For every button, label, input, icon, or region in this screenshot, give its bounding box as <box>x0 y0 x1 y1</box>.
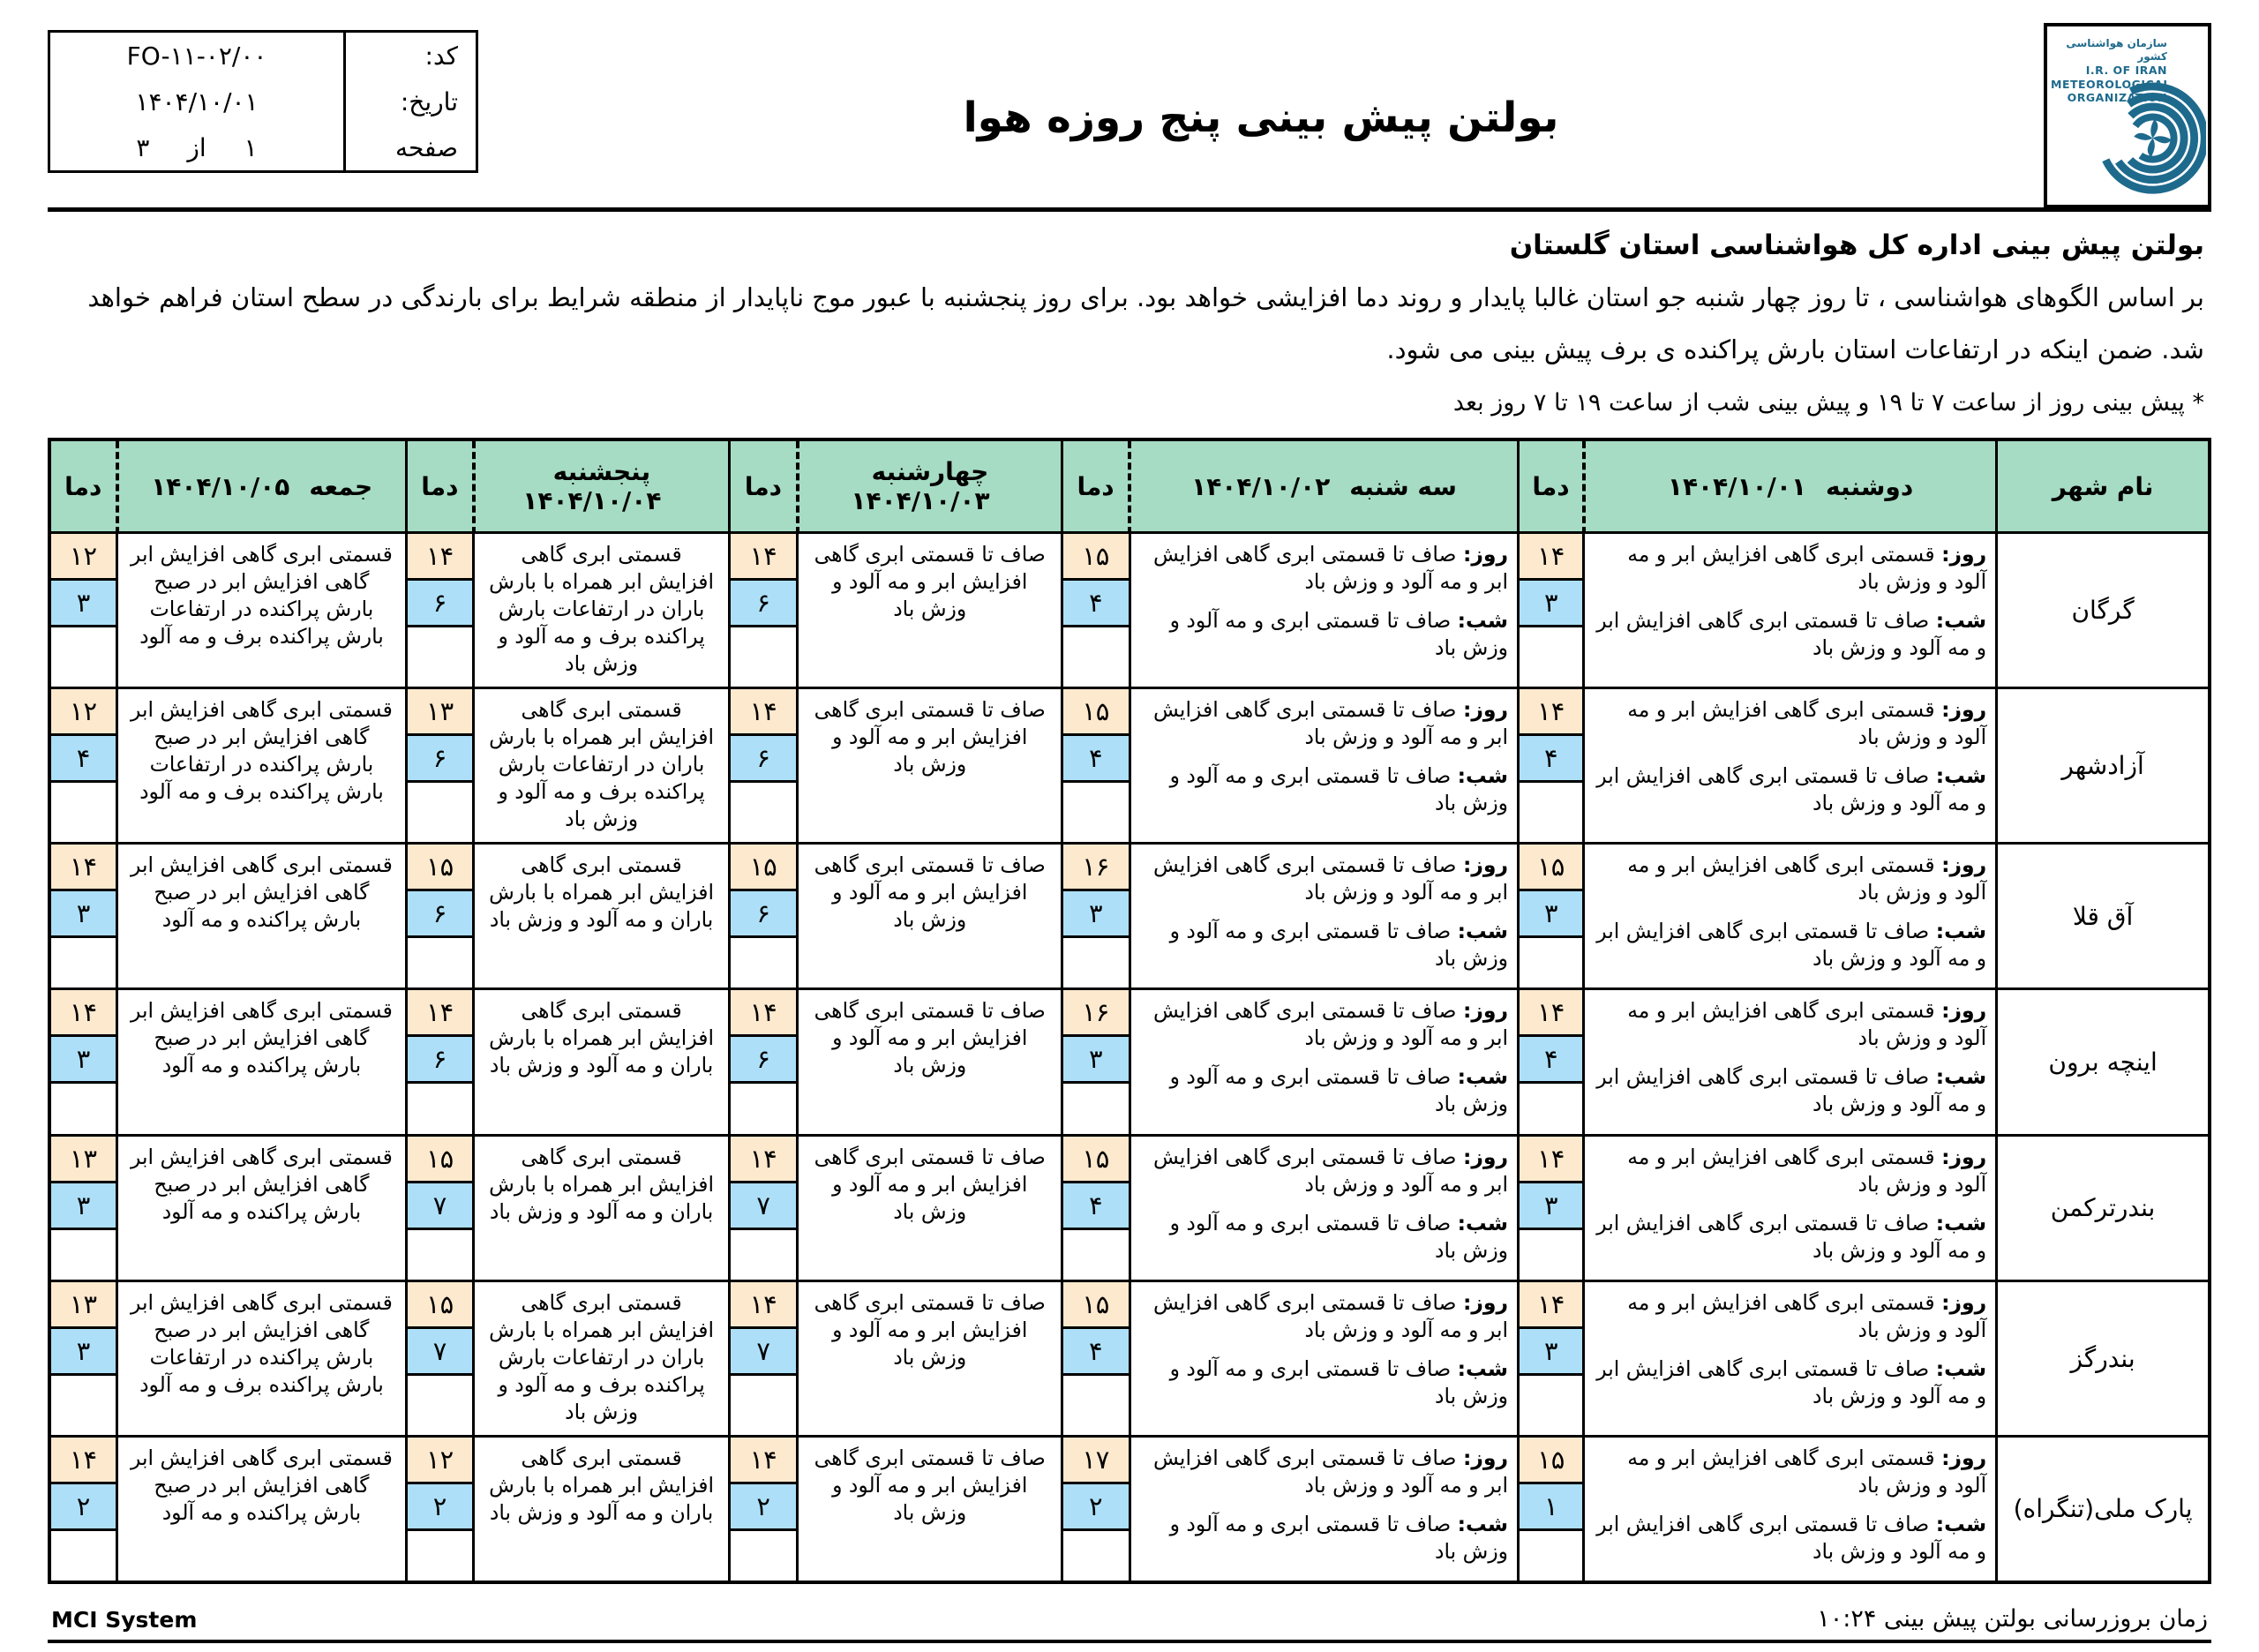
night-forecast: شب: صاف تا قسمتی ابری و مه آلود و وزش باد <box>1169 1210 1509 1263</box>
day-header-friday: جمعه۱۴۰۴/۱۰/۰۵ <box>117 439 407 533</box>
day-temp: ۱۴ <box>731 534 796 581</box>
day-forecast: روز: قسمتی ابری گاهی افزایش ابر و مه آلود و وزش باد <box>1627 998 1987 1051</box>
city-name: گرگان <box>1997 533 2210 688</box>
page-title: بولتن پیش بینی پنج روزه هوا <box>963 94 1559 142</box>
date-label: تاریخ: <box>343 79 476 124</box>
forecast-tbody <box>49 533 2210 1582</box>
day-temp: ۱۴ <box>731 689 796 736</box>
city-name: بندرترکمن <box>1997 1135 2210 1280</box>
doc-info-box <box>48 30 478 173</box>
night-temp: ۷ <box>731 1183 796 1230</box>
day-forecast: روز: صاف تا قسمتی ابری گاهی افزایش ابر و مه آلود و وزش باد <box>1152 998 1509 1051</box>
day-temp: ۱۵ <box>1063 534 1128 581</box>
day-forecast: روز: قسمتی ابری گاهی افزایش ابر و مه آلود و وزش باد <box>1627 1445 1987 1498</box>
forecast-monday-text <box>1584 533 1997 688</box>
day-temp: ۱۴ <box>51 1438 116 1484</box>
day-temp: ۱۲ <box>51 689 116 736</box>
night-temp: ۶ <box>408 736 472 783</box>
forecast-friday-temps <box>49 1135 117 1280</box>
table-row <box>49 844 2210 989</box>
forecast-thursday-temps <box>406 1135 473 1280</box>
night-temp: ۳ <box>51 1037 116 1084</box>
forecast-monday-temps <box>1519 688 1584 844</box>
forecast-tuesday-temps <box>1062 1280 1130 1436</box>
forecast-thursday-text: قسمتی ابری گاهی افزایش ابر همراه با بارش باران و مه آلود و وزش باد <box>474 1436 730 1582</box>
forecast-tuesday-text <box>1130 844 1519 989</box>
forecast-thursday-text: قسمتی ابری گاهی افزایش ابر همراه با بارش باران و مه آلود و وزش باد <box>474 1135 730 1280</box>
day-header-tuesday: سه شنبه۱۴۰۴/۱۰/۰۲ <box>1130 439 1519 533</box>
day-header-monday: دوشنبه۱۴۰۴/۱۰/۰۱ <box>1584 439 1997 533</box>
night-temp: ۳ <box>1063 1037 1128 1084</box>
table-row <box>49 1436 2210 1582</box>
met-org-logo <box>2044 23 2211 208</box>
night-temp: ۳ <box>1520 891 1582 938</box>
forecast-thursday-temps <box>406 844 473 989</box>
forecast-thursday-text: قسمتی ابری گاهی افزایش ابر همراه با بارش باران در ارتفاعات بارش پراکنده برف و مه آلود و وزش باد <box>474 1280 730 1436</box>
night-forecast: شب: صاف تا قسمتی ابری گاهی افزایش ابر و مه آلود و وزش باد <box>1596 608 1987 661</box>
code-label: کد: <box>343 33 476 79</box>
forecast-tuesday-temps <box>1062 989 1130 1135</box>
logo-text <box>2051 37 2171 105</box>
night-temp: ۳ <box>51 1329 116 1376</box>
day-temp: ۱۵ <box>1063 689 1128 736</box>
day-temp: ۱۵ <box>731 845 796 891</box>
forecast-wednesday-text: صاف تا قسمتی ابری گاهی افزایش ابر و مه آلود و وزش باد <box>798 844 1062 989</box>
night-temp: ۴ <box>51 736 116 783</box>
forecast-monday-temps <box>1519 1135 1584 1280</box>
day-temp: ۱۴ <box>1520 1282 1582 1329</box>
forecast-wednesday-text: صاف تا قسمتی ابری گاهی افزایش ابر و مه آلود و وزش باد <box>798 1280 1062 1436</box>
night-forecast: شب: صاف تا قسمتی ابری گاهی افزایش ابر و مه آلود و وزش باد <box>1596 1511 1987 1564</box>
night-temp: ۳ <box>1520 1329 1582 1376</box>
day-forecast: روز: قسمتی ابری گاهی افزایش ابر و مه آلود و وزش باد <box>1627 1144 1987 1197</box>
night-temp: ۲ <box>731 1484 796 1531</box>
temp-header-wednesday: دما <box>729 439 797 533</box>
day-temp: ۱۵ <box>1063 1137 1128 1183</box>
day-temp: ۱۴ <box>1520 990 1582 1037</box>
forecast-thursday-text: قسمتی ابری گاهی افزایش ابر همراه با بارش باران و مه آلود و وزش باد <box>474 989 730 1135</box>
day-temp: ۱۶ <box>1063 845 1128 891</box>
day-forecast: روز: صاف تا قسمتی ابری گاهی افزایش ابر و مه آلود و وزش باد <box>1152 1445 1509 1498</box>
forecast-tuesday-text <box>1130 533 1519 688</box>
night-forecast: شب: صاف تا قسمتی ابری و مه آلود و وزش باد <box>1169 608 1509 661</box>
night-temp: ۳ <box>1520 581 1582 627</box>
day-temp: ۱۵ <box>1520 845 1582 891</box>
forecast-monday-text <box>1584 989 1997 1135</box>
forecast-hours-note: * پیش بینی روز از ساعت ۷ تا ۱۹ و پیش بینی شب از ساعت ۱۹ تا ۷ روز بعد <box>1452 388 2204 417</box>
day-temp: ۱۴ <box>408 990 472 1037</box>
day-temp: ۱۳ <box>408 689 472 736</box>
forecast-friday-temps <box>49 688 117 844</box>
forecast-wednesday-text: صاف تا قسمتی ابری گاهی افزایش ابر و مه آلود و وزش باد <box>798 533 1062 688</box>
system-name: MCI System <box>51 1606 198 1633</box>
day-temp: ۱۴ <box>731 1438 796 1484</box>
forecast-friday-temps <box>49 1280 117 1436</box>
forecast-wednesday-temps <box>729 989 797 1135</box>
night-temp: ۴ <box>1520 736 1582 783</box>
day-forecast: روز: صاف تا قسمتی ابری گاهی افزایش ابر و مه آلود و وزش باد <box>1152 1289 1509 1342</box>
day-temp: ۱۴ <box>408 534 472 581</box>
night-forecast: شب: صاف تا قسمتی ابری و مه آلود و وزش باد <box>1169 1511 1509 1564</box>
day-temp: ۱۷ <box>1063 1438 1128 1484</box>
forecast-tuesday-text <box>1130 1280 1519 1436</box>
day-header-thursday: پنجشنبه۱۴۰۴/۱۰/۰۴ <box>474 439 730 533</box>
day-temp: ۱۴ <box>731 1282 796 1329</box>
night-temp: ۶ <box>731 581 796 627</box>
forecast-tuesday-temps <box>1062 844 1130 989</box>
night-temp: ۲ <box>1063 1484 1128 1531</box>
code-value: FO-۱۱-۰۲/۰۰ <box>126 41 267 71</box>
night-temp: ۴ <box>1520 1037 1582 1084</box>
day-header-wednesday: چهارشنبه۱۴۰۴/۱۰/۰۳ <box>798 439 1062 533</box>
forecast-tuesday-text <box>1130 1436 1519 1582</box>
forecast-friday-temps <box>49 533 117 688</box>
day-temp: ۱۵ <box>408 845 472 891</box>
forecast-monday-temps <box>1519 989 1584 1135</box>
day-temp: ۱۶ <box>1063 990 1128 1037</box>
night-temp: ۶ <box>731 891 796 938</box>
forecast-monday-text <box>1584 1135 1997 1280</box>
forecast-table <box>48 438 2211 1584</box>
night-temp: ۲ <box>51 1484 116 1531</box>
day-forecast: روز: صاف تا قسمتی ابری گاهی افزایش ابر و مه آلود و وزش باد <box>1152 1144 1509 1197</box>
night-temp: ۶ <box>408 1037 472 1084</box>
forecast-wednesday-temps <box>729 1436 797 1582</box>
night-forecast: شب: صاف تا قسمتی ابری و مه آلود و وزش باد <box>1169 919 1509 972</box>
day-temp: ۱۴ <box>731 990 796 1037</box>
night-temp: ۷ <box>408 1183 472 1230</box>
forecast-friday-text: قسمتی ابری گاهی افزایش ابر گاهی افزایش ابر در صبح بارش پراکنده در ارتفاعات بارش پراکنده برف و مه آلود <box>117 1280 407 1436</box>
day-temp: ۱۴ <box>51 845 116 891</box>
day-temp: ۱۵ <box>408 1137 472 1183</box>
forecast-friday-text: قسمتی ابری گاهی افزایش ابر گاهی افزایش ابر در صبح بارش پراکنده و مه آلود <box>117 1135 407 1280</box>
forecast-monday-text <box>1584 688 1997 844</box>
day-temp: ۱۵ <box>1520 1438 1582 1484</box>
city-column-header: نام شهر <box>1997 439 2210 533</box>
day-forecast: روز: صاف تا قسمتی ابری گاهی افزایش ابر و مه آلود و وزش باد <box>1152 697 1509 750</box>
city-name: اینچه برون <box>1997 989 2210 1135</box>
night-temp: ۶ <box>731 1037 796 1084</box>
night-temp: ۶ <box>408 891 472 938</box>
day-temp: ۱۴ <box>1520 689 1582 736</box>
night-temp: ۴ <box>1063 736 1128 783</box>
day-temp: ۱۲ <box>408 1438 472 1484</box>
forecast-tuesday-text <box>1130 688 1519 844</box>
day-forecast: روز: قسمتی ابری گاهی افزایش ابر و مه آلود و وزش باد <box>1627 852 1987 905</box>
night-temp: ۷ <box>408 1329 472 1376</box>
day-temp: ۱۲ <box>51 534 116 581</box>
forecast-monday-temps <box>1519 844 1584 989</box>
day-forecast: روز: صاف تا قسمتی ابری گاهی افزایش ابر و مه آلود و وزش باد <box>1152 852 1509 905</box>
forecast-monday-temps <box>1519 1436 1584 1582</box>
day-temp: ۱۵ <box>408 1282 472 1329</box>
temp-header-friday: دما <box>49 439 117 533</box>
forecast-monday-text <box>1584 844 1997 989</box>
day-temp: ۱۴ <box>1520 1137 1582 1183</box>
forecast-wednesday-temps <box>729 844 797 989</box>
city-name: پارک ملی(تنگراه) <box>1997 1436 2210 1582</box>
forecast-thursday-temps <box>406 1280 473 1436</box>
night-temp: ۴ <box>1063 1329 1128 1376</box>
day-temp: ۱۴ <box>1520 534 1582 581</box>
forecast-tuesday-text <box>1130 989 1519 1135</box>
date-value: ۱۴۰۴/۱۰/۰۱ <box>135 86 259 116</box>
logo-en-line2: METEOROLOGICAL <box>2051 77 2171 91</box>
night-temp: ۳ <box>51 1183 116 1230</box>
forecast-thursday-temps <box>406 1436 473 1582</box>
forecast-monday-text <box>1584 1280 1997 1436</box>
day-temp: ۱۵ <box>1063 1282 1128 1329</box>
forecast-monday-text <box>1584 1436 1997 1582</box>
forecast-tuesday-text <box>1130 1135 1519 1280</box>
forecast-friday-temps <box>49 989 117 1135</box>
forecast-thursday-text: قسمتی ابری گاهی افزایش ابر همراه با بارش باران و مه آلود و وزش باد <box>474 844 730 989</box>
night-temp: ۱ <box>1520 1484 1582 1531</box>
page-label: صفحه <box>343 124 476 170</box>
night-forecast: شب: صاف تا قسمتی ابری گاهی افزایش ابر و مه آلود و وزش باد <box>1596 1210 1987 1263</box>
night-temp: ۳ <box>51 891 116 938</box>
table-row <box>49 688 2210 844</box>
page-header <box>48 23 2211 212</box>
forecast-thursday-temps <box>406 533 473 688</box>
temp-header-tuesday: دما <box>1062 439 1130 533</box>
forecast-thursday-text: قسمتی ابری گاهی افزایش ابر همراه با بارش باران در ارتفاعات بارش پراکنده برف و مه آلود و وزش باد <box>474 688 730 844</box>
forecast-friday-text: قسمتی ابری گاهی افزایش ابر گاهی افزایش ابر در صبح بارش پراکنده و مه آلود <box>117 1436 407 1582</box>
forecast-table-header <box>49 439 2210 533</box>
night-forecast: شب: صاف تا قسمتی ابری گاهی افزایش ابر و مه آلود و وزش باد <box>1596 919 1987 972</box>
forecast-wednesday-text: صاف تا قسمتی ابری گاهی افزایش ابر و مه آلود و وزش باد <box>798 1436 1062 1582</box>
table-row <box>49 1280 2210 1436</box>
city-name: آق قلا <box>1997 844 2210 989</box>
forecast-thursday-temps <box>406 989 473 1135</box>
night-temp: ۳ <box>1063 891 1128 938</box>
forecast-friday-temps <box>49 844 117 989</box>
table-row <box>49 989 2210 1135</box>
city-name: آزادشهر <box>1997 688 2210 844</box>
temp-header-thursday: دما <box>406 439 473 533</box>
night-forecast: شب: صاف تا قسمتی ابری گاهی افزایش ابر و مه آلود و وزش باد <box>1596 763 1987 816</box>
night-forecast: شب: صاف تا قسمتی ابری گاهی افزایش ابر و مه آلود و وزش باد <box>1596 1355 1987 1408</box>
page-number: ۱ از ۳ <box>136 132 258 162</box>
day-temp: ۱۴ <box>731 1137 796 1183</box>
forecast-friday-text: قسمتی ابری گاهی افزایش ابر گاهی افزایش ابر در صبح بارش پراکنده و مه آلود <box>117 844 407 989</box>
forecast-monday-temps <box>1519 533 1584 688</box>
forecast-thursday-text: قسمتی ابری گاهی افزایش ابر همراه با بارش باران در ارتفاعات بارش پراکنده برف و مه آلود و وزش باد <box>474 533 730 688</box>
day-forecast: روز: قسمتی ابری گاهی افزایش ابر و مه آلود و وزش باد <box>1627 697 1987 750</box>
night-temp: ۷ <box>731 1329 796 1376</box>
forecast-thursday-temps <box>406 688 473 844</box>
forecast-wednesday-text: صاف تا قسمتی ابری گاهی افزایش ابر و مه آلود و وزش باد <box>798 688 1062 844</box>
night-temp: ۴ <box>1063 581 1128 627</box>
night-temp: ۳ <box>51 581 116 627</box>
day-forecast: روز: صاف تا قسمتی ابری گاهی افزایش ابر و مه آلود و وزش باد <box>1152 542 1509 595</box>
page-footer <box>48 1584 2211 1643</box>
night-forecast: شب: صاف تا قسمتی ابری و مه آلود و وزش باد <box>1169 763 1509 816</box>
logo-en-line1: I.R. OF IRAN <box>2085 64 2167 77</box>
forecast-friday-text: قسمتی ابری گاهی افزایش ابر گاهی افزایش ابر در صبح بارش پراکنده در ارتفاعات بارش پراکنده برف و مه آلود <box>117 688 407 844</box>
city-name: بندرگز <box>1997 1280 2210 1436</box>
night-temp: ۲ <box>408 1484 472 1531</box>
forecast-tuesday-temps <box>1062 1135 1130 1280</box>
forecast-friday-text: قسمتی ابری گاهی افزایش ابر گاهی افزایش ابر در صبح بارش پراکنده و مه آلود <box>117 989 407 1135</box>
night-forecast: شب: صاف تا قسمتی ابری و مه آلود و وزش باد <box>1169 1355 1509 1408</box>
forecast-wednesday-temps <box>729 1135 797 1280</box>
table-row <box>49 533 2210 688</box>
forecast-wednesday-temps <box>729 688 797 844</box>
forecast-wednesday-temps <box>729 533 797 688</box>
forecast-tuesday-temps <box>1062 688 1130 844</box>
update-time-text: زمان بروزرسانی بولتن پیش بینی ۱۰:۲۴ <box>1817 1604 2208 1633</box>
night-temp: ۶ <box>731 736 796 783</box>
forecast-friday-temps <box>49 1436 117 1582</box>
forecast-wednesday-text: صاف تا قسمتی ابری گاهی افزایش ابر و مه آلود و وزش باد <box>798 1135 1062 1280</box>
day-forecast: روز: قسمتی ابری گاهی افزایش ابر و مه آلود و وزش باد <box>1627 542 1987 595</box>
forecast-tuesday-temps <box>1062 1436 1130 1582</box>
forecast-wednesday-text: صاف تا قسمتی ابری گاهی افزایش ابر و مه آلود و وزش باد <box>798 989 1062 1135</box>
logo-en-line3: ORGANIZATION <box>2067 91 2167 105</box>
day-temp: ۱۴ <box>51 990 116 1037</box>
night-temp: ۴ <box>1063 1183 1128 1230</box>
night-forecast: شب: صاف تا قسمتی ابری و مه آلود و وزش باد <box>1169 1064 1509 1117</box>
forecast-monday-temps <box>1519 1280 1584 1436</box>
forecast-wednesday-temps <box>729 1280 797 1436</box>
day-temp: ۱۳ <box>51 1137 116 1183</box>
night-forecast: شب: صاف تا قسمتی ابری گاهی افزایش ابر و مه آلود و وزش باد <box>1596 1064 1987 1117</box>
logo-fa-name: سازمان هواشناسی کشور <box>2066 37 2167 63</box>
table-row <box>49 1135 2210 1280</box>
forecast-tuesday-temps <box>1062 533 1130 688</box>
forecast-summary-paragraph: بر اساس الگوهای هواشناسی ، تا روز چهار شنبه جو استان غالبا پایدار و روند دما افزایشی خواهد بود. برای روز پنجشنبه با عبور موج ناپایدار از منطقه شرایط برای بارندگی در سطح استان فراهم خواهد شد. ضمن اینکه در ارتفاعات استان بارش پراکنده ی برف پیش بینی می شود. <box>87 282 2204 365</box>
section-heading: بولتن پیش بینی اداره کل هواشناسی استان گلستان <box>1509 229 2204 261</box>
day-forecast: روز: قسمتی ابری گاهی افزایش ابر و مه آلود و وزش باد <box>1627 1289 1987 1342</box>
night-temp: ۶ <box>408 581 472 627</box>
night-temp: ۳ <box>1520 1183 1582 1230</box>
day-temp: ۱۳ <box>51 1282 116 1329</box>
temp-header-monday: دما <box>1519 439 1584 533</box>
forecast-friday-text: قسمتی ابری گاهی افزایش ابر گاهی افزایش ابر در صبح بارش پراکنده در ارتفاعات بارش پراکنده برف و مه آلود <box>117 533 407 688</box>
